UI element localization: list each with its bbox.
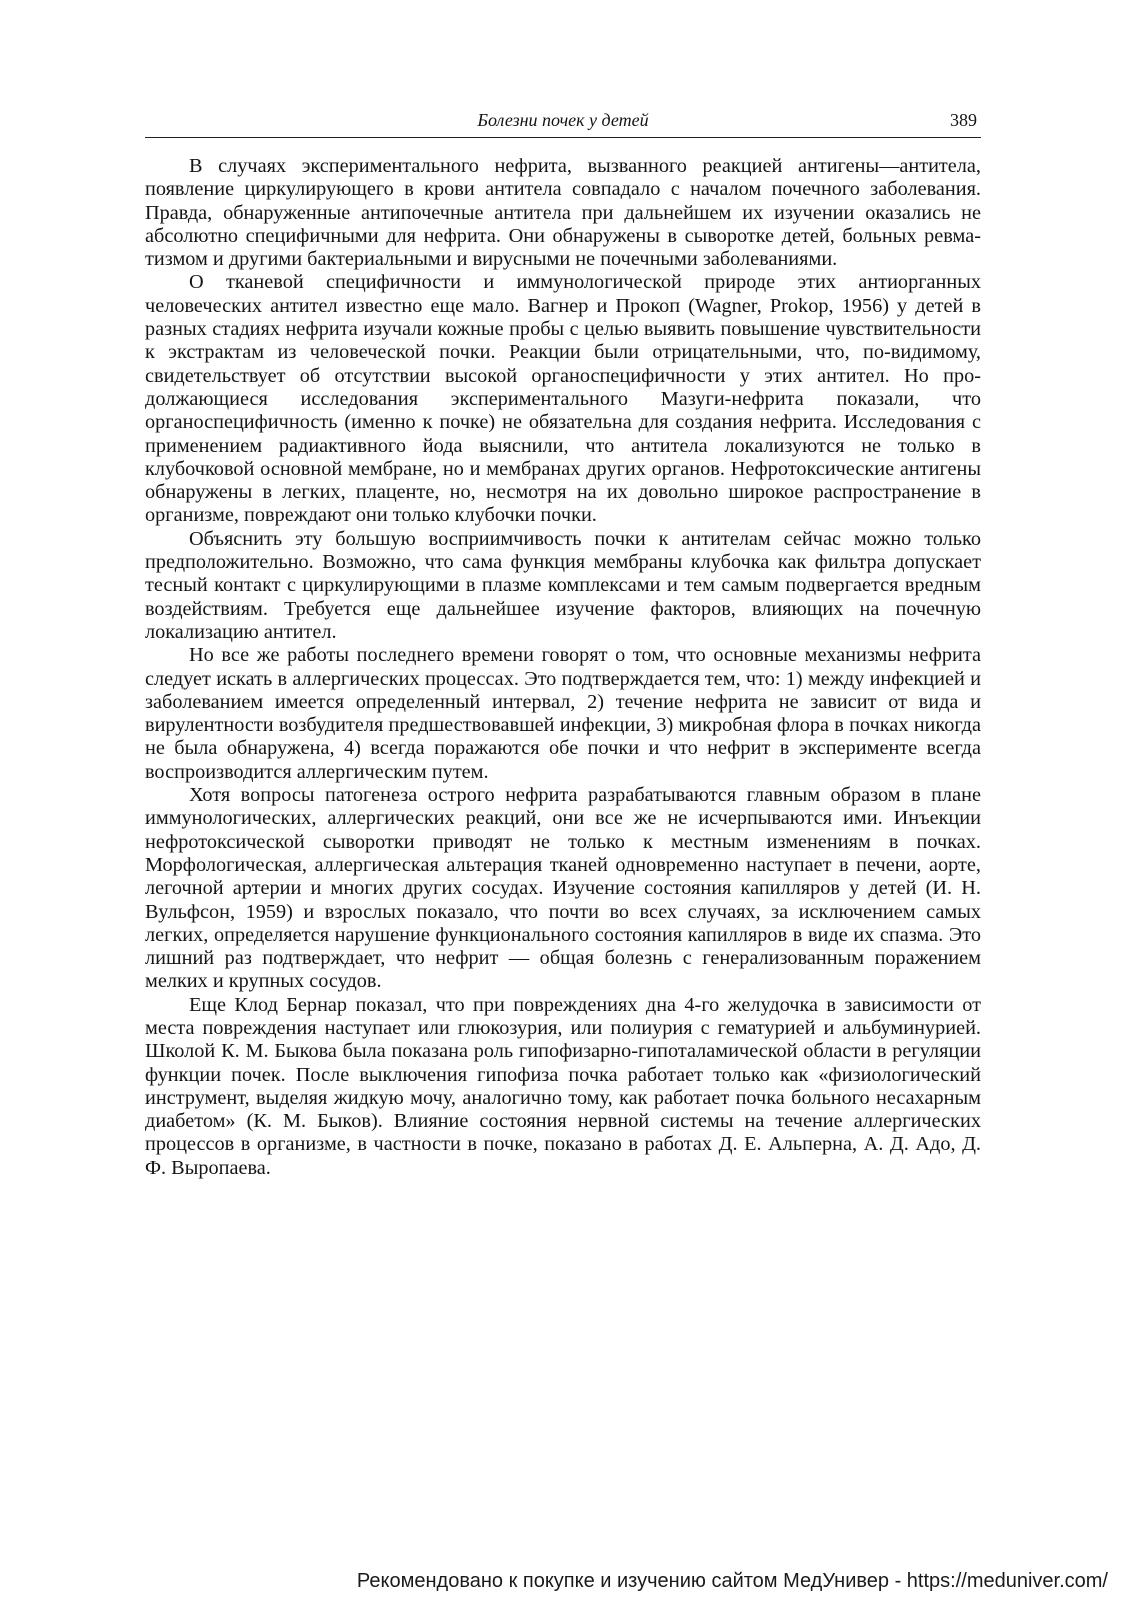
page-number: 389 — [950, 110, 977, 130]
paragraph-2: О тканевой специфичности и иммунологической природе этих антиорганных человеческих антител известно еще мало. Вагнер и Прокоп (Wagner, Prokop, 1956) у детей в разных стадиях нефрита изучали кожные пробы с целью выявить повышение чувствительности к экстрактам из человеческой почки. Реакции были отрицательными, что, по-видимому, свидетельствует об отсутствии высокой органоспецифичности у этих антител. Но продолжающиеся исследования экспериментального Мазуги-нефрита показали, что органоспецифичность (именно к почке) не обязательна для создания нефрита. Исследования с применением радиактивного йода выяснили, что антитела локализуются не только в клубочковой основной мембране, но и мембранах других органов. Нефротоксические антигены обнаружены в легких, плаценте, но, несмотря на их довольно широкое распространение в организме, повреждают они только клубочки почки. — [145, 271, 981, 527]
running-title: Болезни почек у детей — [477, 110, 649, 130]
page-header — [145, 107, 981, 137]
footer-recommendation: Рекомендовано к покупке и изучению сайтом МедУнивер - https://meduniver.com/ — [356, 1570, 1108, 1592]
body-text — [145, 155, 981, 1180]
paragraph-4: Но все же работы последнего времени говорят о том, что основные механизмы нефрита следует искать в аллергических процессах. Это подтверждается тем, что: 1) между инфекцией и заболеванием имеется определенный интервал, 2) течение нефрита не зависит от вида и вирулентности возбудителя предшествовавшей инфекции, 3) микробная флора в почках никогда не была обнаружена, 4) всегда поражаются обе почки и что нефрит в эксперименте всегда воспроизводится аллергическим путем. — [145, 644, 981, 783]
paragraph-1: В случаях экспериментального нефрита, вызванного реакцией антигены—антитела, появление циркулирующего в крови антитела совпадало с началом почечного заболевания. Правда, обнаруженные антипочечные антитела при дальнейшем их изучении оказались не абсолютно специфичными для нефрита. Они обнаружены в сыворотке детей, больных ревматизмом и другими бактериальными и вирусными не почечными заболеваниями. — [145, 155, 981, 271]
paragraph-6: Еще Клод Бернар показал, что при повреждениях дна 4-го желудочка в зависимости от места повреждения наступает или глюкозурия, или полиурия с гематурией и альбуминурией. Школой К. М. Быкова была показана роль гипофизарно-гипоталамической области в регуляции функции почек. После выключения гипофиза почка работает только как «физиологический инструмент, выделяя жидкую мочу, аналогично тому, как работает почка больного несахарным диабетом» (К. М. Быков). Влияние состояния нервной системы на течение аллергических процессов в организме, в частности в почке, показано в работах Д. Е. Альперна, А. Д. Адо, Д. Ф. Выропаева. — [145, 993, 981, 1179]
paragraph-3: Объяснить эту большую восприимчивость почки к антителам сейчас можно только предположительно. Возможно, что сама функция мембраны клубочка как фильтра допускает тесный контакт с циркулирующими в плазме комплексами и тем самым подвергается вредным воздействиям. Требуется еще дальнейшее изучение факторов, влияющих на почечную локализацию антител. — [145, 527, 981, 643]
header-rule — [145, 137, 981, 138]
paragraph-5: Хотя вопросы патогенеза острого нефрита разрабатываются главным образом в плане иммунологических, аллергических реакций, они все же не исчерпываются ими. Инъекции нефротоксической сыворотки приводят не только к местным изменениям в почках. Морфологическая, аллергическая альтерация тканей одновременно наступает в печени, аорте, легочной артерии и многих других сосудах. Изучение состояния капилляров у детей (И. Н. Вульфсон, 1959) и взрослых показало, что почти во всех случаях, за исключением самых легких, определяется нарушение функционального состояния капилляров в виде их спазма. Это лишний раз подтверждает, что нефрит — общая болезнь с генерализованным поражением мелких и крупных сосудов. — [145, 784, 981, 993]
